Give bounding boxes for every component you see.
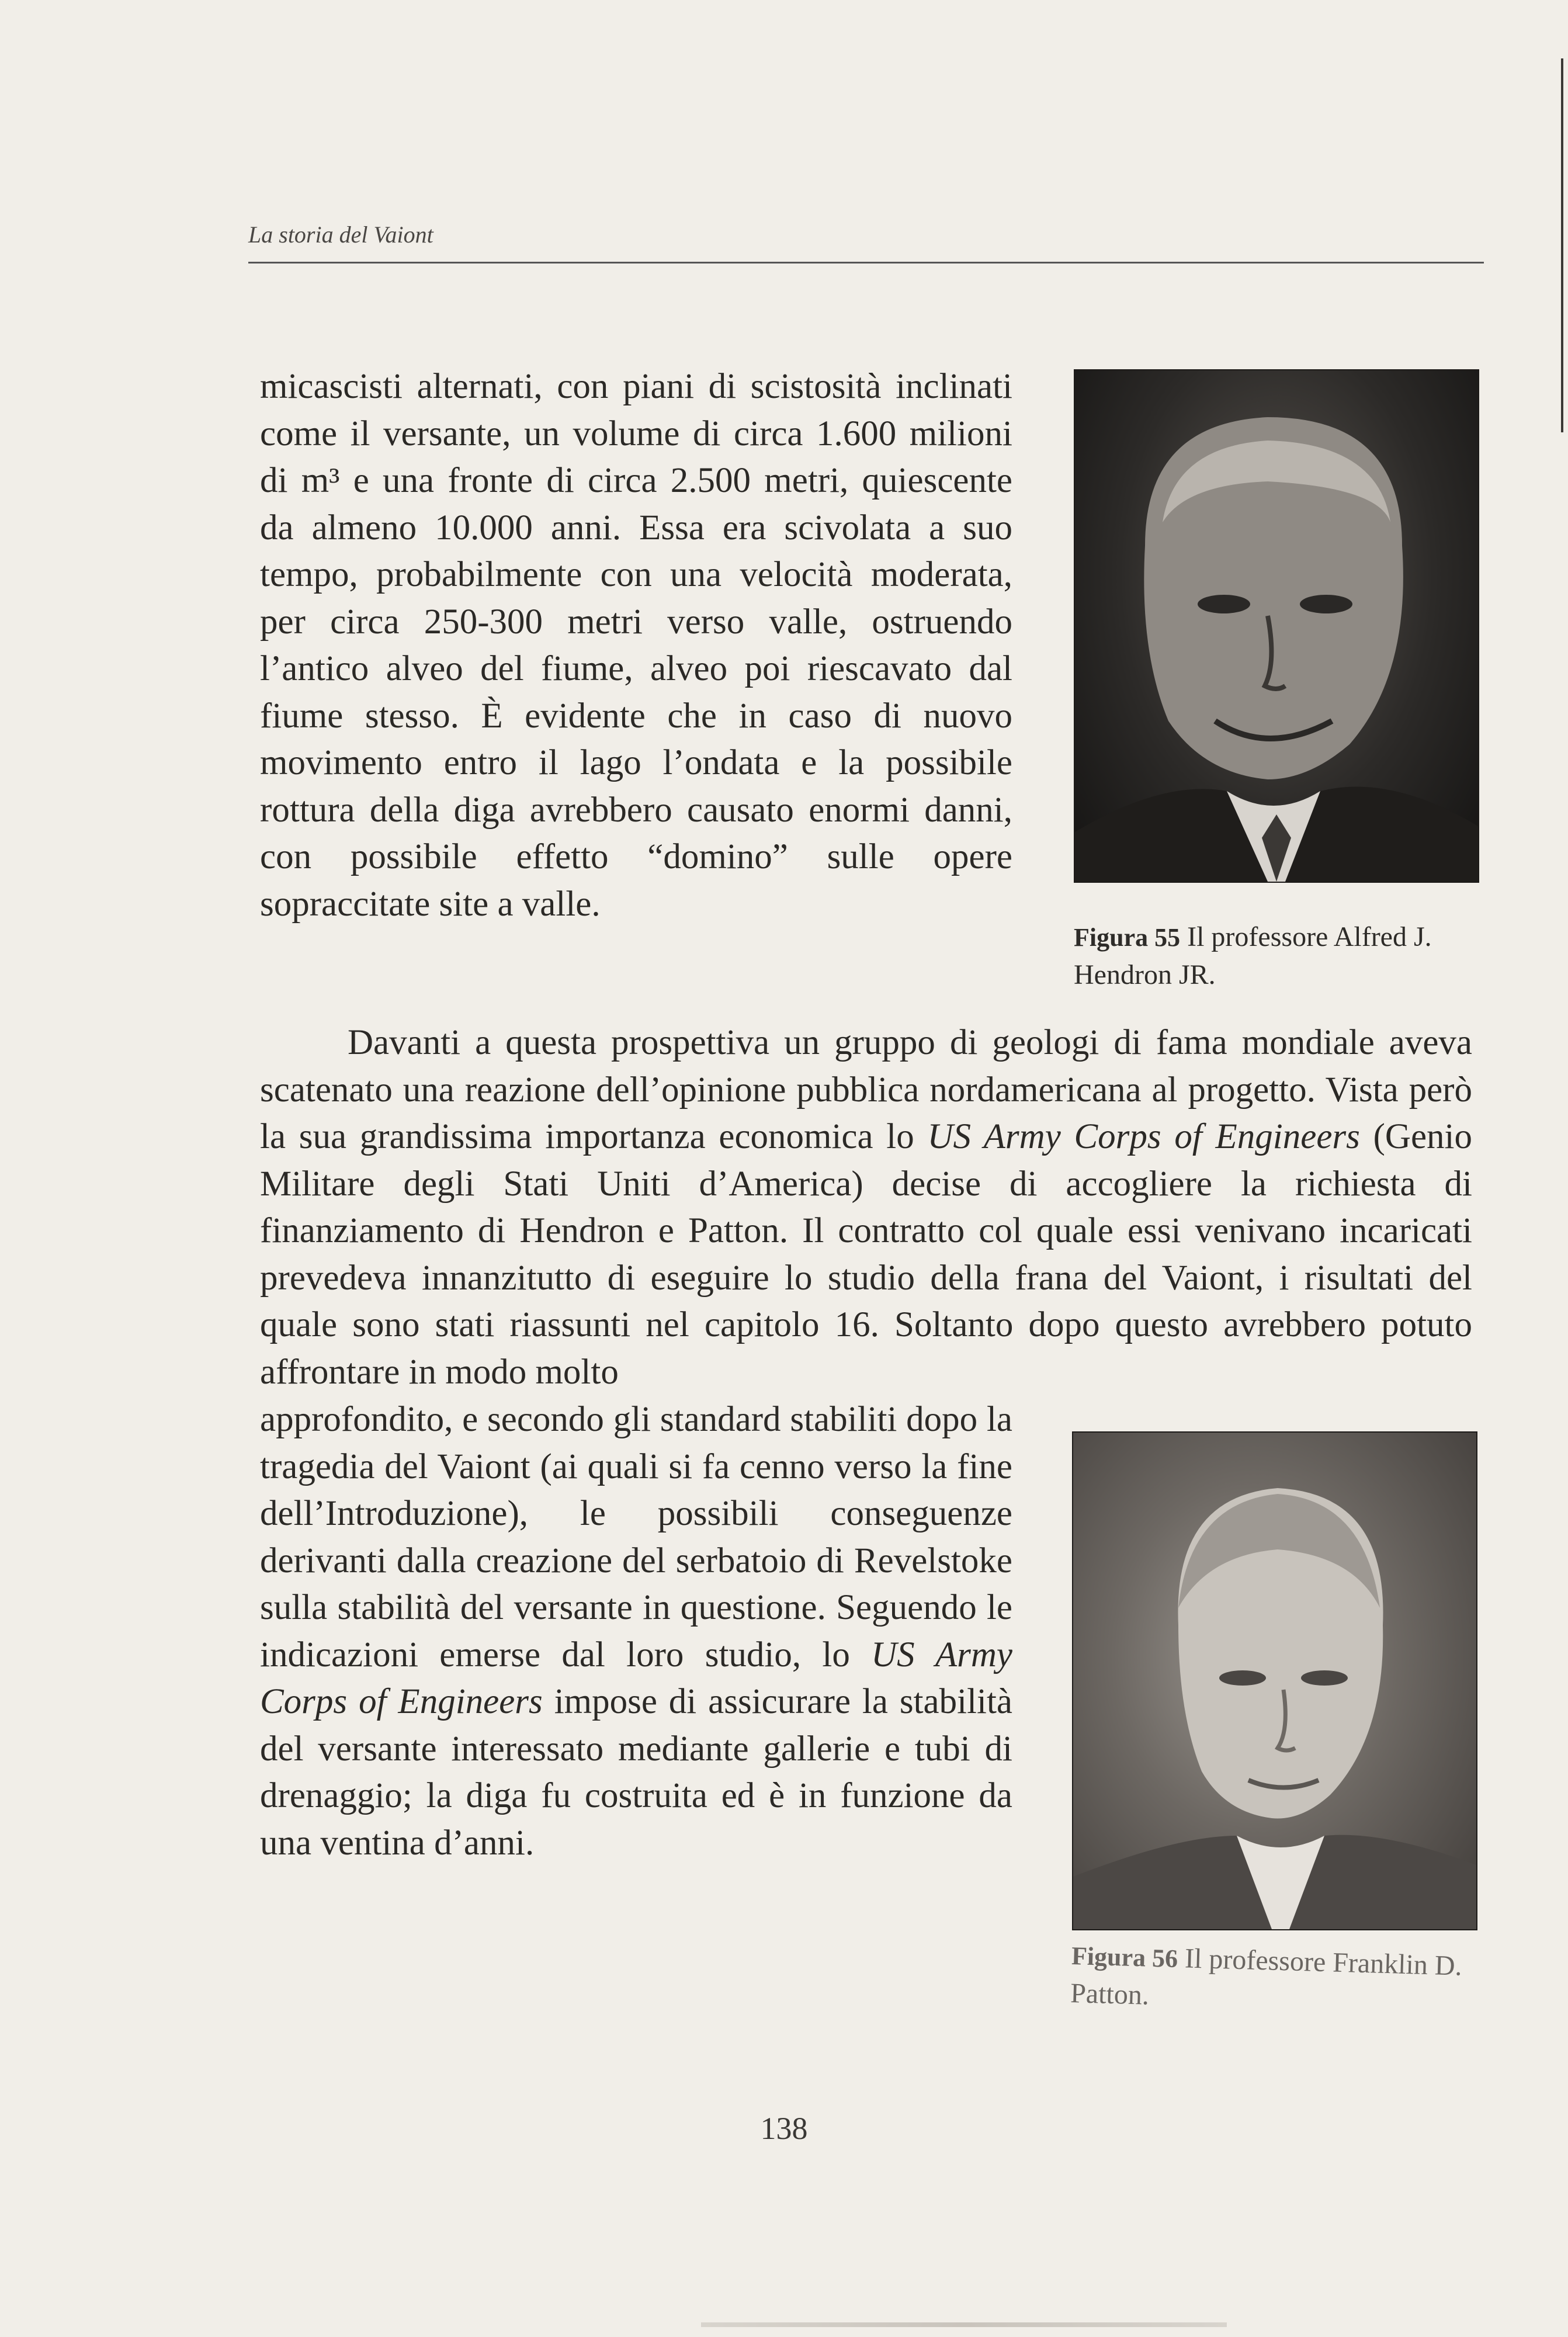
running-title: La storia del Vaiont [248,221,433,248]
figure-55-caption [1074,918,1483,994]
body-paragraph-3 [260,1396,1012,1867]
figure-56-caption [1070,1937,1480,2023]
figure-56-label: Figura 56 [1071,1941,1178,1974]
figure-55-text: Il professore Alfred J. Hendron JR. [1074,921,1432,990]
figure-55-label: Figura 55 [1074,923,1181,952]
body-paragraph-1: micascisti alternati, con piani di scistosità inclinati come il versante, un volume di circa 1.600 milioni di m³ e una fronte di circa 2.500 metri, quiescente da almeno 10.000 anni. Essa era scivolata a suo tempo, probabilmente con una velocità moderata, per circa 250-300 metri verso valle, ostruendo l’antico alveo del fiume, alveo poi riescavato dal fiume stesso. È evidente che in caso di nuovo movimento entro il lago l’ondata e la possibile rottura della diga avrebbero causato enormi danni, con possibile effetto “domino” sulle opere sopraccitate site a valle. [260,367,1012,924]
body-paragraph-3-part-a: approfondito, e secondo gli standard stabiliti dopo la tragedia del Vaiont (ai quali si fa cenno verso la fine dell’Introduzione), le possibili conseguenze derivanti dalla creazione del serbatoio di Revelstoke sulla stabilità del versante in questione. Seguendo le indicazioni emerse dal loro studio, lo [260,1400,1012,1674]
body-paragraph-3-part-b: impose di assicurare la stabilità del versante interessato mediante gallerie e tubi di drenaggio; la diga fu costruita ed è in funzione da una ventina d’anni. [260,1682,1012,1863]
body-paragraph-2-part-b: (Genio Militare degli Stati Uniti d’America) decise di accogliere la richiesta di finanziamento di Hendron e Patton. Il contratto col quale essi venivano incaricati prevedeva innanzitutto di eseguire lo studio della frana del Vaiont, i risultati del quale sono stati riassunti nel capitolo 16. Soltanto dopo questo avrebbero potuto affrontare in modo molto [260,1117,1472,1392]
portrait-photo-patton [1072,1431,1477,1930]
portrait-illustration [1073,1433,1476,1929]
header-rule [248,262,1484,263]
page-number: 138 [760,2111,808,2146]
scan-artifact-strip [701,2322,1227,2327]
body-paragraph-3-emphasis: US Army Corps of Engineers [260,1635,1012,1721]
figure-56-text: Il professore Franklin D. Patton. [1070,1943,1463,2011]
body-paragraph-2-part-a: Davanti a questa prospettiva un gruppo di geologi di fama mondiale aveva scatenato una reazione dell’opinione pubblica nordamericana al progetto. Vista però la sua grandissima importanza economica lo [260,1023,1472,1156]
portrait-illustration [1075,370,1478,882]
page-edge [1561,58,1563,432]
portrait-photo-hendron [1074,369,1479,883]
body-paragraph-2 [260,1020,1472,1396]
body-paragraph-2-emphasis: US Army Corps of Engineers [927,1117,1360,1156]
